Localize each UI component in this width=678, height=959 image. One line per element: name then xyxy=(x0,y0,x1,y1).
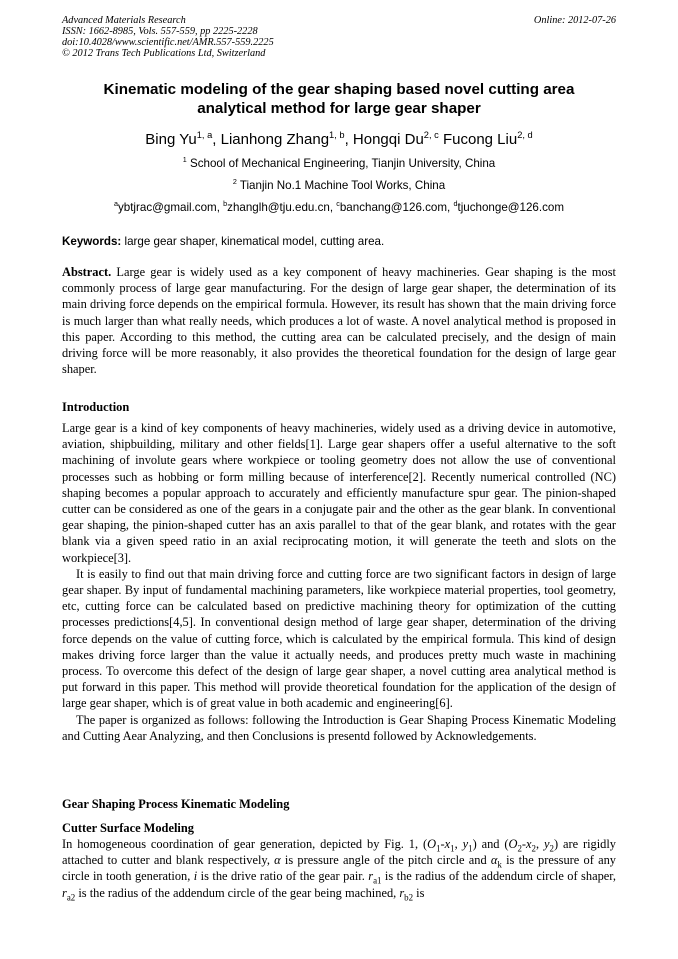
journal-issn: ISSN: 1662-8985, Vols. 557-559, pp 2225-2228 xyxy=(62,26,258,37)
affiliation-1 xyxy=(62,157,616,171)
math-subscript: k xyxy=(497,859,502,870)
email-address[interactable]: tjuchonge@126.com xyxy=(457,201,565,214)
text-run: ) are rigidly attached to cutter and blank respectively, xyxy=(62,837,617,868)
introduction-heading: Introduction xyxy=(62,400,130,414)
author-list xyxy=(62,130,616,150)
text-run: In homogeneous coordination of gear generation, depicted by Fig. 1, ( xyxy=(62,837,428,851)
journal-copyright: © 2012 Trans Tech Publications Ltd, Switzerland xyxy=(62,48,266,59)
math-symbol: α xyxy=(274,853,281,868)
math-subscript: 2 xyxy=(517,843,522,854)
abstract-label: Abstract. xyxy=(62,265,112,279)
author-affil-mark: 1, a xyxy=(196,130,213,140)
math-subscript: 1 xyxy=(450,843,455,854)
author-name: Fucong Liu xyxy=(442,131,518,148)
math-symbol: x xyxy=(444,837,451,851)
abstract-text: Large gear is widely used as a key component of heavy machineries. Gear shaping is the most commonly process of large gear manufacturing. For the design of large gear shaper, the determination of its main driving force depends on the empirical formula. However, its result has shown that the main driving force is much larger than what really needs, which produces a lot of waste. A novel analytical method is proposed in this paper. According to this method, the cutting area can be calculated precisely, and the design of main driving force will be more reasonably, it also provides the theoretical foundation for the design of large gear shaper. xyxy=(62,265,616,377)
math-symbol: x xyxy=(526,837,532,851)
affiliation-text: Tianjin No.1 Machine Tool Works, China xyxy=(236,179,446,192)
email-address[interactable]: ybtjrac@gmail.com, xyxy=(117,201,224,214)
author-separator: , xyxy=(344,131,353,148)
subsection-heading: Cutter Surface Modeling xyxy=(62,821,194,835)
math-symbol: α xyxy=(490,853,498,868)
email-mark: b xyxy=(223,199,228,209)
author-name: Lianhong Zhang xyxy=(220,131,330,148)
section-paragraph xyxy=(62,836,616,901)
text-run: - xyxy=(440,837,445,851)
affiliation-2 xyxy=(62,179,616,193)
text-run: ) and ( xyxy=(472,837,509,851)
math-subscript: 1 xyxy=(468,843,473,854)
journal-header xyxy=(62,15,274,59)
introduction-paragraph-2: It is easily to find out that main driving force and cutting force are two significant factors in design of large gear shaper. By input of fundamental machining parameters, like workpiece material properties, tool geometry, etc, cutting force can be calculated based on predictive machining theory for optimization of the cutting processes predictions[4,5]. In conventional design method of large gear shaper, determination of the driving force depends on the value of cutting force, which is calculated by the empirical formula. This kind of design makes driving force larger than the value it actually needs, and produces pretty much waste in machining process. To overcome this defect of the design of large gear shaper, a novel cutting area analytical method is put forward in this paper. This method will provide theoretical foundation for the application of the design of large gear shaper, which is of great value in both academic and engineering[6]. xyxy=(62,566,616,711)
keywords-text: large gear shaper, kinematical model, cutting area. xyxy=(121,235,385,248)
author-affil-mark: 2, d xyxy=(517,130,533,140)
journal-doi: doi:10.4028/www.scientific.net/AMR.557-559.2225 xyxy=(62,37,274,48)
introduction-body xyxy=(62,420,616,744)
math-symbol: r xyxy=(399,885,405,900)
email-mark: a xyxy=(113,199,118,209)
author-name: Hongqi Du xyxy=(352,131,424,148)
affiliation-text: School of Mechanical Engineering, Tianjin University, China xyxy=(186,157,496,170)
email-mark: c xyxy=(336,199,340,209)
math-subscript: 1 xyxy=(436,843,441,854)
email-mark: d xyxy=(453,199,458,209)
math-symbol: O xyxy=(508,837,518,851)
math-symbol: O xyxy=(427,837,437,851)
text-run: , xyxy=(454,837,463,851)
math-subscript: a1 xyxy=(373,875,382,886)
math-symbol: y xyxy=(462,837,469,851)
email-address[interactable]: banchang@126.com, xyxy=(339,201,454,214)
abstract xyxy=(62,264,616,377)
author-affil-mark: 1, b xyxy=(329,130,345,140)
email-address[interactable]: zhanglh@tju.edu.cn, xyxy=(227,201,337,214)
email-list xyxy=(62,201,616,215)
introduction-paragraph-3: The paper is organized as follows: following the Introduction is Gear Shaping Process Kinematic Modeling and Cutting Aear Analyzing, and then Conclusions is presentd followed by Acknowledgements. xyxy=(62,712,616,743)
section-heading: Gear Shaping Process Kinematic Modeling xyxy=(62,797,290,811)
author-name: Bing Yu xyxy=(145,131,197,148)
keywords-label: Keywords: xyxy=(62,235,122,248)
math-symbol: r xyxy=(368,869,374,884)
introduction-paragraph-1: Large gear is a kind of key components of heavy machineries, widely used as a driving device in automotive, aviation, shipbuilding, military and other fields[1]. Large gear shapers offer a useful alternative to the soft machining of involute gears where workpiece or tooling geometry does not allow the use of conventional processes such as hobbing or form milling because of interference[2]. Recently numerical controlled (NC) shaping becomes a popular approach to accurately and efficiently manufacture spur gear. The pinion-shaped cutter can be considered as one of the gears in a conjugate pair and the other as the gear blank. In conventional gear shaping, the pinion-shaped cutter has an axis parallel to that of the gear blank, and rotates with the gear blank via a given speed ratio in an axial reciprocating motion, it will generate the teeth and slots on the workpiece[3]. xyxy=(62,421,616,565)
paper-title xyxy=(62,80,616,118)
text-run: is the radius of the addendum circle of shaper, xyxy=(381,869,616,884)
math-subscript: a2 xyxy=(66,892,76,903)
math-subscript: b2 xyxy=(404,892,414,903)
text-run: - xyxy=(521,837,527,851)
journal-name: Advanced Materials Research xyxy=(62,15,186,26)
math-subscript: 2 xyxy=(531,843,536,854)
online-date: Online: 2012-07-26 xyxy=(533,15,616,26)
text-run: is the radius of the addendum circle of the gear being machined, xyxy=(75,885,400,900)
math-symbol: i xyxy=(193,869,198,884)
text-run: is xyxy=(413,885,425,900)
author-separator: , xyxy=(212,131,221,148)
title-line-1: Kinematic modeling of the gear shaping based novel cutting area xyxy=(103,81,575,98)
keywords xyxy=(62,235,616,249)
author-affil-mark: 2, c xyxy=(423,130,439,140)
affiliation-mark: 2 xyxy=(232,177,237,187)
math-subscript: 2 xyxy=(549,843,554,854)
affiliation-mark: 1 xyxy=(182,155,187,165)
text-run: , xyxy=(535,837,544,851)
math-symbol: y xyxy=(543,837,550,851)
text-run: is the pressure of any circle in tooth generation, xyxy=(62,853,616,884)
text-run: is pressure angle of the pitch circle and xyxy=(280,853,491,868)
text-run: is the drive ratio of the gear pair. xyxy=(197,869,369,884)
math-symbol: r xyxy=(62,885,67,900)
title-line-2: analytical method for large gear shaper xyxy=(197,100,481,117)
